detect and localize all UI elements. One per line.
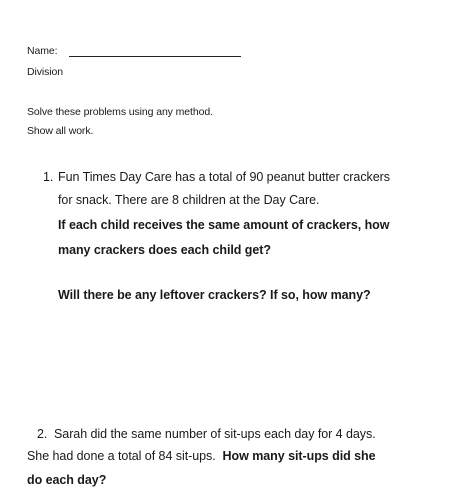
problem-2-text-plain: She had done a total of 84 sit-ups. [27,449,216,463]
problem-1-question-line-2: many crackers does each child get? [58,243,271,257]
division-label: Division [27,66,63,78]
problem-1-text-line-1: Fun Times Day Care has a total of 90 peanut butter crackers [58,170,390,184]
problem-2-number: 2. [37,427,48,441]
problem-2-question-part-2: do each day? [27,473,107,487]
problem-1-question-line-1: If each child receives the same amount of crackers, how [58,218,390,232]
problem-1-number: 1. [43,170,54,184]
instructions-line-2: Show all work. [27,125,94,137]
problem-1-question-line-3: Will there be any leftover crackers? If so, how many? [58,288,371,302]
name-label: Name: [27,45,58,57]
instructions-line-1: Solve these problems using any method. [27,106,213,118]
problem-2-text-line-2 [27,449,376,463]
problem-2-text-line-1: Sarah did the same number of sit-ups each day for 4 days. [54,427,376,441]
problem-1-text-line-2: for snack. There are 8 children at the Day Care. [58,193,320,207]
name-blank-line [69,56,241,57]
problem-2-question-part-1: How many sit-ups did she [222,449,376,463]
